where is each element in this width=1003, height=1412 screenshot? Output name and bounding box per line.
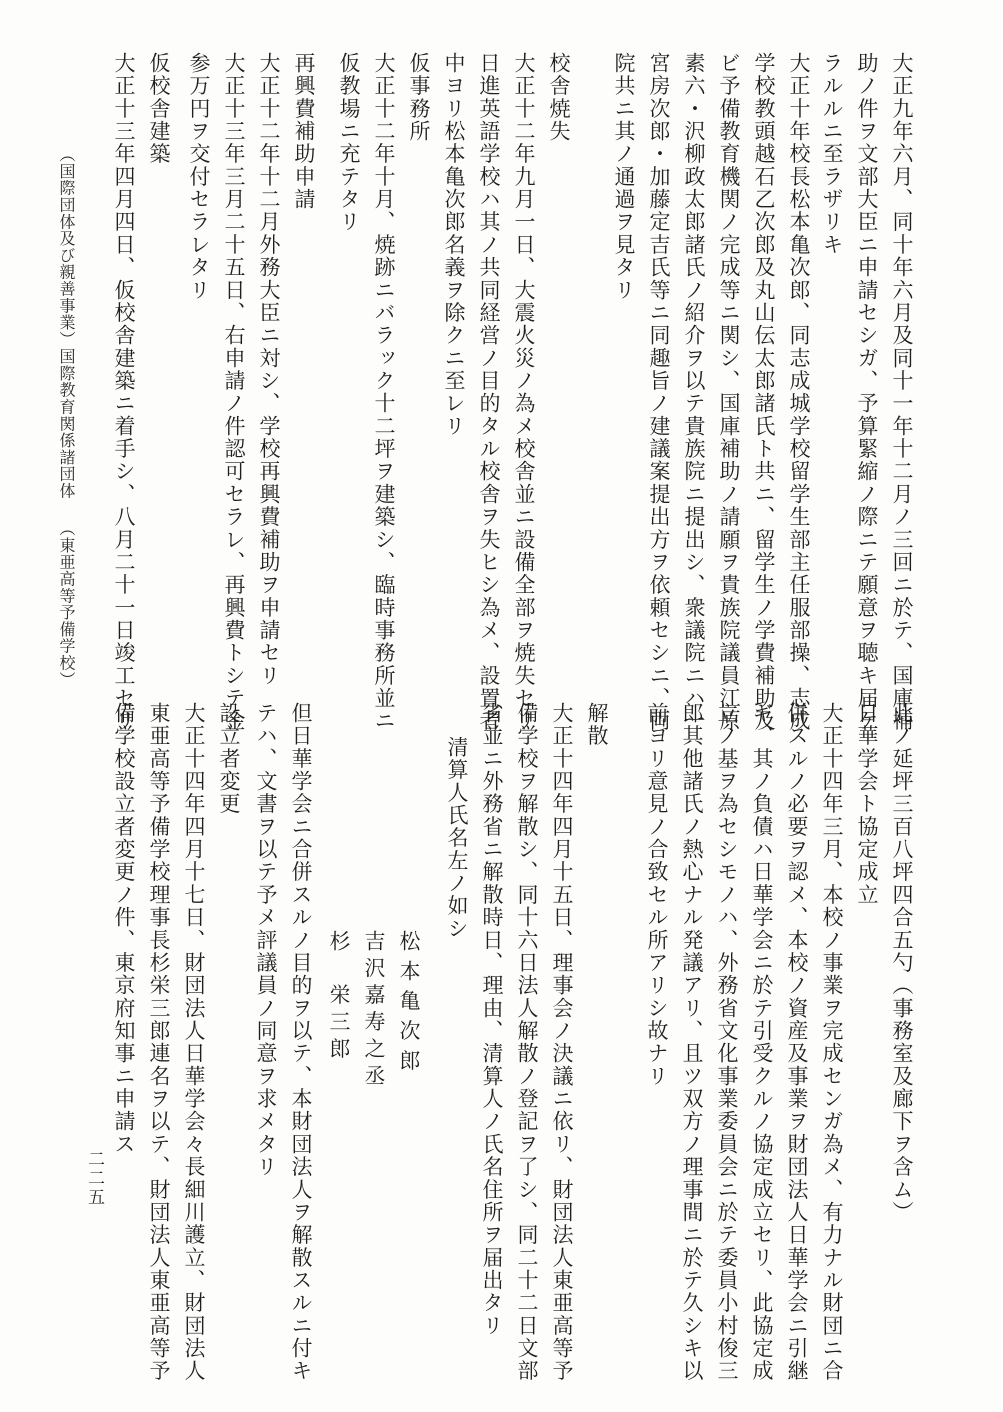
text-column: ビ予備教育機関ノ完成等ニ関シ、国庫補助ノ請願ヲ貴族院議員江原: [717, 52, 741, 733]
series-label: （国際団体及び親善事業）: [57, 146, 76, 348]
liquidator-name: 松本亀次郎: [397, 930, 421, 1080]
text-column: 大正十二年十月、焼跡ニバラック十二坪ヲ建築シ、臨時事務所並ニ: [372, 52, 396, 733]
text-column: 大正九年六月、同十年六月及同十一年十二月ノ三回ニ於テ、国庫補: [890, 52, 914, 733]
section-heading: 解散: [585, 702, 609, 748]
section-heading: 再興費補助申請: [292, 52, 316, 211]
text-column: 東亜高等予備学校理事長杉栄三郎連名ヲ以テ、財団法人東亜高等予: [147, 702, 171, 1383]
text-column: 但日華学会ニ合併スルノ目的ヲ以テ、本財団法人ヲ解散スルニ付キ: [289, 702, 313, 1383]
text-column: 省並ニ外務省ニ解散時日、理由、清算人ノ氏名住所ヲ届出タリ: [480, 702, 504, 1338]
liquidator-name: 吉沢嘉寿之丞: [362, 930, 386, 1092]
text-column: 素六・沢柳政太郎諸氏ノ紹介ヲ以テ貴族院ニ提出シ、衆議院ニハ一: [682, 52, 706, 733]
text-column: 立ノ基ヲ為セシモノハ、外務省文化事業委員会ニ於テ委員小村俊三: [715, 702, 739, 1383]
text-column: 助ノ件ヲ文部大臣ニ申請セシガ、予算緊縮ノ際ニテ願意ヲ聴キ届ケ: [855, 52, 879, 733]
text-column: 大正十年校長松本亀次郎、同志成城学校留学生部主任服部操、志成: [787, 52, 811, 733]
text-column: 日進英語学校ハ其ノ共同経営ノ目的タル校舎ヲ失ヒシ為メ、設置者: [477, 52, 501, 733]
text-column: 備学校設立者変更ノ件、東京府知事ニ申請ス: [112, 702, 136, 1156]
text-column: 参万円ヲ交付セラレタリ: [187, 52, 211, 302]
text-column: 大正十四年三月、本校ノ事業ヲ完成センガ為メ、有力ナル財団ニ合: [820, 702, 844, 1383]
text-column: 前ヨリ意見ノ合致セル所アリシ故ナリ: [645, 702, 669, 1088]
section-heading: 日華学会ト協定成立: [855, 702, 879, 907]
text-column: 備学校ヲ解散シ、同十六日法人解散ノ登記ヲ了シ、同二十二日文部: [515, 702, 539, 1383]
text-column: 大正十二年十二月外務大臣ニ対シ、学校再興費補助ヲ申請セリ: [257, 52, 281, 688]
section-heading: 仮事務所: [407, 52, 431, 143]
text-column: 院共ニ其ノ通過ヲ見タリ: [612, 52, 636, 302]
text-column: 仮教場ニ充テタリ: [337, 52, 361, 234]
text-column: 大正十四年四月十七日、財団法人日華学会々長細川護立、財団法人: [182, 702, 206, 1383]
text-column: ラルルニ至ラザリキ: [820, 52, 844, 257]
text-column: 清算人氏名左ノ如シ: [445, 736, 469, 941]
text-column: 大正十三年三月二十五日、右申請ノ件認可セラレ、再興費トシテ金: [222, 52, 246, 733]
text-column: 此ノ延坪三百八坪四合五勺（事務室及廊下ヲ含ム）: [890, 702, 914, 1224]
text-column: 大正十四年四月十五日、理事会ノ決議ニ依リ、財団法人東亜高等予: [550, 702, 574, 1383]
text-column: ギ、其ノ負債ハ日華学会ニ於テ引受クルノ協定成立セリ、此協定成: [750, 702, 774, 1383]
text-column: 大正十三年四月四日、仮校舎建築ニ着手シ、八月二十一日竣工セリ: [112, 52, 136, 733]
text-column: 大正十二年九月一日、大震火災ノ為メ校舎並ニ設備全部ヲ焼失セリ: [512, 52, 536, 733]
page-number: 二二五: [84, 1150, 104, 1208]
section-heading: 設立者変更: [217, 702, 241, 816]
text-column: 中ヨリ松本亀次郎名義ヲ除クニ至レリ: [442, 52, 466, 438]
liquidator-name: 杉 栄三郎: [327, 930, 351, 1065]
school-label: （東亜高等予備学校）: [57, 520, 76, 688]
text-column: 宮房次郎・加藤定吉氏等ニ同趣旨ノ建議案提出方ヲ依頼セシニ、両: [647, 52, 671, 733]
section-heading: 仮校舎建築: [147, 52, 171, 166]
section-title: 国際教育関係諸団体: [57, 348, 76, 500]
text-column: 学校教頭越石乙次郎及丸山伝太郎諸氏ト共ニ、留学生ノ学費補助及: [752, 52, 776, 733]
text-column: 併スルノ必要ヲ認メ、本校ノ資産及事業ヲ財団法人日華学会ニ引継: [785, 702, 809, 1383]
text-column: テハ、文書ヲ以テ予メ評議員ノ同意ヲ求メタリ: [254, 702, 278, 1179]
section-heading: 校舎焼失: [547, 52, 571, 143]
text-column: 郎其他諸氏ノ熱心ナル発議アリ、且ツ双方ノ理事間ニ於テ久シキ以: [680, 702, 704, 1383]
